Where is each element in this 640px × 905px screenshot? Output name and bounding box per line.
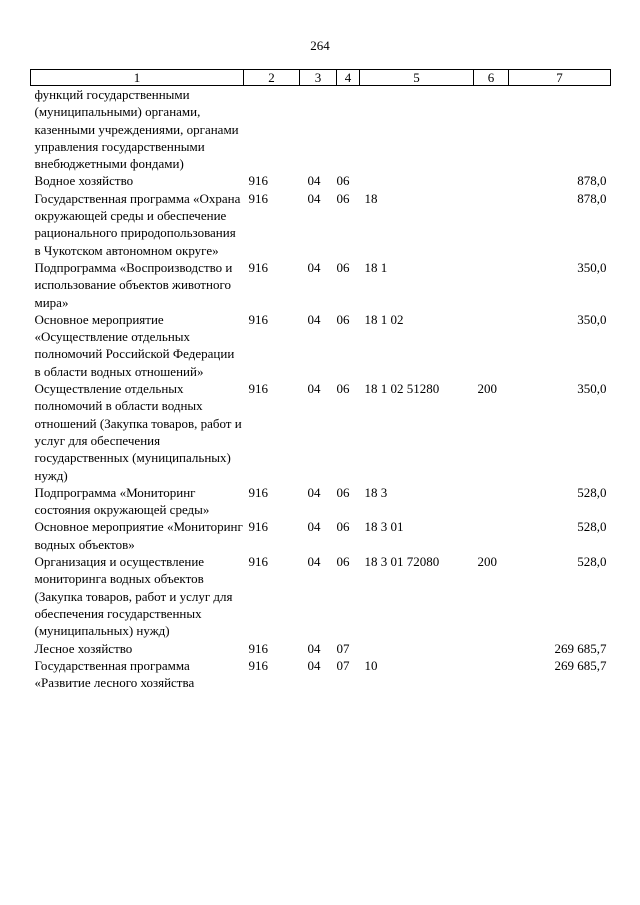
table-row [31, 640, 611, 657]
row-name: Основное мероприятие «Мониторинг водных объектов» [34, 519, 243, 552]
amount: 528,0 [577, 519, 607, 535]
expense-type-code [474, 484, 509, 519]
ministry-code: 916 [248, 519, 268, 535]
ministry-code: 916 [248, 484, 268, 500]
table-row [31, 190, 611, 259]
target-article-code: 10 [364, 657, 378, 673]
target-article-code: 18 [364, 190, 378, 206]
ministry-code: 916 [248, 173, 268, 189]
section-code: 04 [307, 484, 321, 500]
section-code: 04 [307, 640, 321, 656]
table-row [31, 553, 611, 639]
amount: 528,0 [577, 554, 607, 570]
section-code: 04 [307, 657, 321, 673]
amount: 269 685,7 [554, 640, 607, 656]
ministry-code [244, 86, 300, 173]
table-row [31, 657, 611, 692]
subsection-code: 07 [336, 657, 350, 673]
target-article-code [360, 172, 474, 189]
expense-type-code [474, 190, 509, 259]
row-name: Водное хозяйство [34, 173, 134, 189]
subsection-code: 06 [336, 519, 350, 535]
expense-type-code [474, 311, 509, 380]
row-name: Лесное хозяйство [34, 640, 133, 656]
section-code: 04 [307, 519, 321, 535]
table-header-row [31, 70, 611, 86]
target-article-code [360, 640, 474, 657]
subsection-code: 06 [336, 259, 350, 275]
table-row [31, 86, 611, 173]
ministry-code: 916 [248, 311, 268, 327]
target-article-code: 18 1 02 [364, 311, 404, 327]
section-code [300, 86, 337, 173]
subsection-code [337, 86, 360, 173]
amount: 878,0 [577, 173, 607, 189]
column-header: 3 [300, 70, 337, 86]
expense-type-code [474, 172, 509, 189]
expense-type-code [474, 657, 509, 692]
row-name: Осуществление отдельных полномочий в области водных отношений (Закупка товаров, работ и услуг для обеспечения государственных (муниципальных) нужд) [34, 381, 242, 483]
amount: 350,0 [577, 259, 607, 275]
row-name: Основное мероприятие «Осуществление отдельных полномочий Российской Федерации в области водных отношений» [34, 311, 235, 379]
section-code: 04 [307, 311, 321, 327]
subsection-code: 07 [336, 640, 350, 656]
row-name: Подпрограмма «Воспроизводство и использование объектов животного мира» [34, 259, 233, 310]
row-name: функций государственными (муниципальными) органами, казенными учреждениями, органами управления государственными внебюджетными фондами) [34, 87, 239, 172]
row-name: Государственная программа «Охрана окружающей среды и обеспечение рационального природопользования в Чукотском автономном округе» [34, 190, 241, 258]
expense-type-code [474, 640, 509, 657]
table-row [31, 518, 611, 553]
target-article-code [360, 86, 474, 173]
expense-type-code: 200 [477, 554, 497, 570]
subsection-code: 06 [336, 173, 350, 189]
section-code: 04 [307, 190, 321, 206]
ministry-code: 916 [248, 554, 268, 570]
section-code: 04 [307, 381, 321, 397]
target-article-code: 18 3 [364, 484, 388, 500]
ministry-code: 916 [248, 640, 268, 656]
ministry-code: 916 [248, 259, 268, 275]
row-name: Подпрограмма «Мониторинг состояния окружающей среды» [34, 484, 210, 518]
column-header: 4 [337, 70, 360, 86]
ministry-code: 916 [248, 381, 268, 397]
expense-type-code: 200 [477, 381, 497, 397]
budget-table [30, 69, 611, 691]
target-article-code: 18 3 01 72080 [364, 554, 440, 570]
row-name: Государственная программа «Развитие лесного хозяйства [34, 657, 195, 691]
amount [509, 86, 611, 173]
amount: 269 685,7 [554, 657, 607, 673]
subsection-code: 06 [336, 311, 350, 327]
amount: 528,0 [577, 484, 607, 500]
subsection-code: 06 [336, 190, 350, 206]
amount: 350,0 [577, 381, 607, 397]
amount: 350,0 [577, 311, 607, 327]
table-row [31, 259, 611, 311]
expense-type-code [474, 518, 509, 553]
section-code: 04 [307, 554, 321, 570]
table-row [31, 172, 611, 189]
page-number: 264 [310, 38, 330, 53]
subsection-code: 06 [336, 484, 350, 500]
column-header: 7 [509, 70, 611, 86]
section-code: 04 [307, 173, 321, 189]
expense-type-code [474, 86, 509, 173]
column-header: 1 [31, 70, 244, 86]
column-header: 6 [474, 70, 509, 86]
table-row [31, 484, 611, 519]
column-header: 2 [244, 70, 300, 86]
subsection-code: 06 [336, 554, 350, 570]
column-header: 5 [360, 70, 474, 86]
subsection-code: 06 [336, 381, 350, 397]
target-article-code: 18 3 01 [364, 519, 404, 535]
ministry-code: 916 [248, 190, 268, 206]
section-code: 04 [307, 259, 321, 275]
ministry-code: 916 [248, 657, 268, 673]
amount: 878,0 [577, 190, 607, 206]
row-name: Организация и осуществление мониторинга водных объектов (Закупка товаров, работ и услуг для обеспечения государственных (муниципальных) нужд) [34, 554, 233, 639]
expense-type-code [474, 259, 509, 311]
target-article-code: 18 1 [364, 259, 388, 275]
table-row [31, 380, 611, 484]
target-article-code: 18 1 02 51280 [364, 381, 440, 397]
table-row [31, 311, 611, 380]
